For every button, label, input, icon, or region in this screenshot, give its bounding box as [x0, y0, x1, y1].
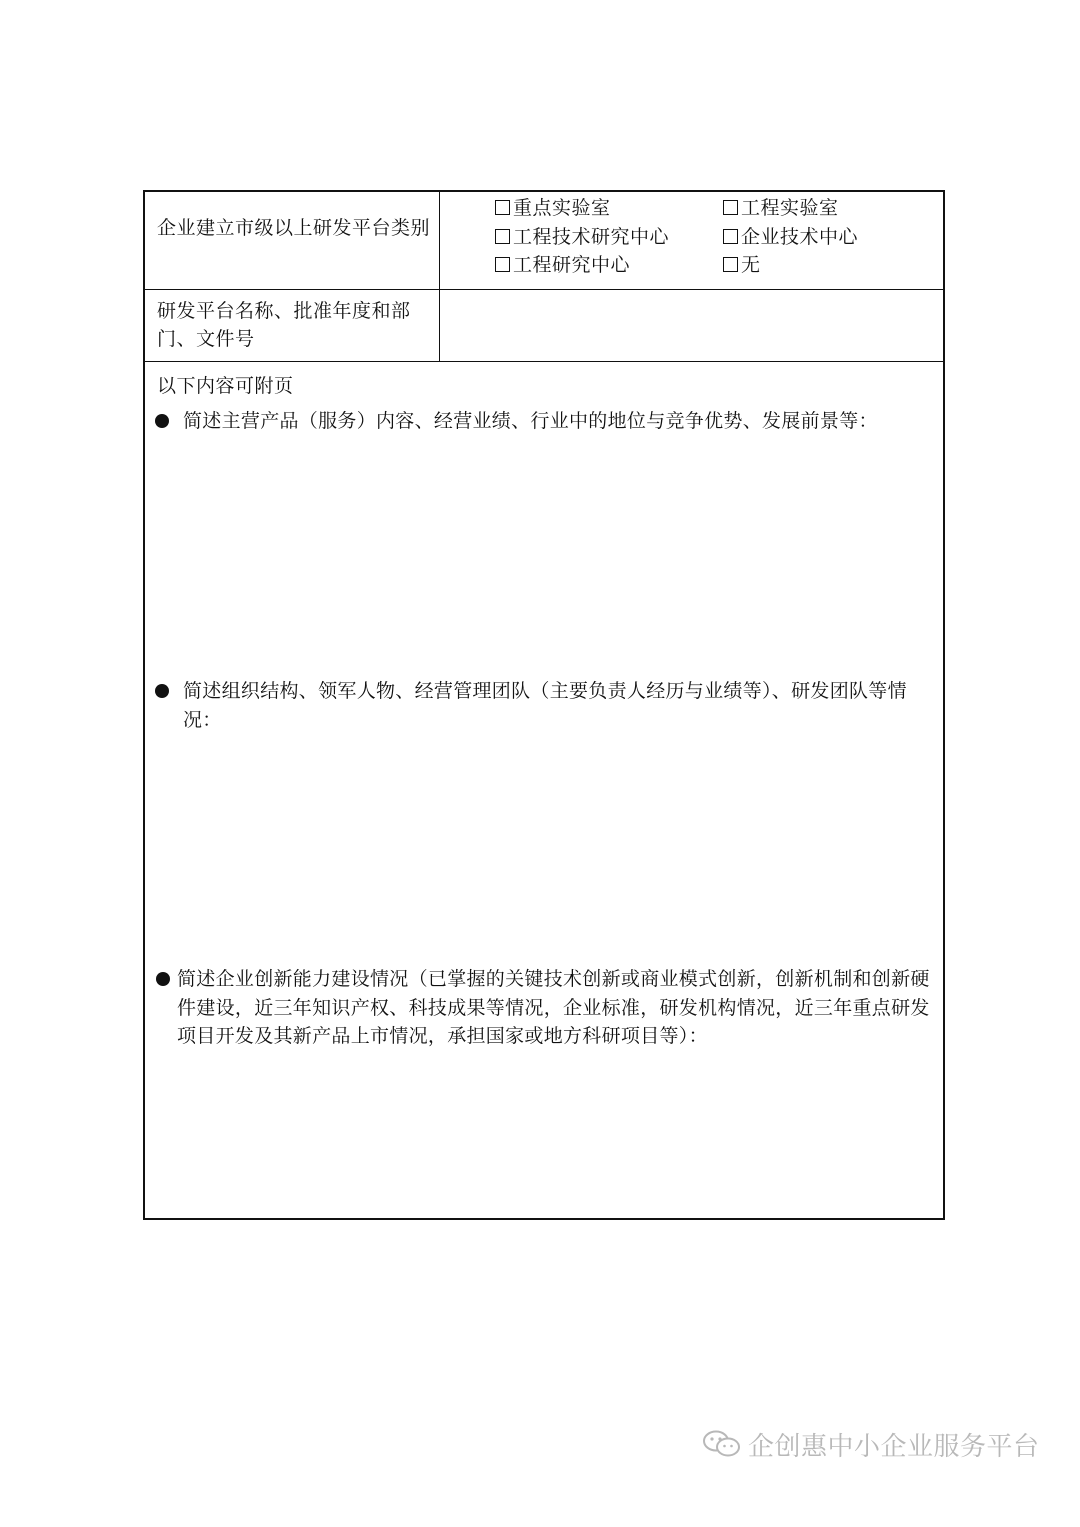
option-enterprise-tech-center[interactable]: 企业技术中心	[723, 223, 858, 251]
main-products-answer-area[interactable]	[155, 442, 935, 672]
checkbox-icon[interactable]	[723, 229, 738, 244]
option-engineering-laboratory[interactable]: 工程实验室	[723, 194, 839, 222]
bullet-icon	[155, 414, 169, 428]
rd-platform-type-label: 企业建立市级以上研发平台类别	[157, 217, 431, 239]
organization-team-answer-area[interactable]	[155, 742, 935, 957]
bullet-organization-team: 简述组织结构、领军人物、经营管理团队（主要负责人经历与业绩等）、研发团队等情况：	[155, 677, 941, 734]
checkbox-icon[interactable]	[495, 200, 510, 215]
wechat-icon	[702, 1429, 742, 1459]
bullet-main-products: 简述主营产品（服务）内容、经营业绩、行业中的地位与竞争优势、发展前景等：	[155, 407, 941, 436]
bullet-innovation-capability: 简述企业创新能力建设情况（已掌握的关键技术创新或商业模式创新，创新机制和创新硬件建设，近三年知识产权、科技成果等情况，企业标准，研发机构情况，近三年重点研发项目开发及其新产品上市情况，承担国家或地方科研项目等）：	[155, 965, 941, 1051]
column-divider	[439, 192, 440, 362]
rd-platform-info-label: 研发平台名称、批准年度和部门、文件号	[157, 300, 411, 350]
bullet-icon	[155, 684, 169, 698]
attachment-note: 以下内容可附页	[157, 375, 294, 397]
checkbox-icon[interactable]	[495, 229, 510, 244]
option-engineering-research-center[interactable]: 工程研究中心	[495, 251, 630, 279]
checkbox-icon[interactable]	[723, 257, 738, 272]
rd-platform-info-row	[145, 290, 943, 362]
innovation-capability-answer-area[interactable]	[155, 1057, 935, 1212]
option-key-laboratory[interactable]: 重点实验室	[495, 194, 611, 222]
checkbox-icon[interactable]	[723, 200, 738, 215]
watermark	[702, 1426, 1040, 1463]
rd-platform-info-field[interactable]	[445, 294, 935, 356]
application-form-table	[143, 190, 945, 1220]
option-none[interactable]: 无	[723, 251, 761, 279]
bullet-icon	[156, 972, 170, 986]
checkbox-icon[interactable]	[495, 257, 510, 272]
option-engineering-tech-research-center[interactable]: 工程技术研究中心	[495, 223, 669, 251]
watermark-text: 企创惠中小企业服务平台	[748, 1432, 1040, 1462]
rd-platform-type-row	[145, 192, 943, 290]
